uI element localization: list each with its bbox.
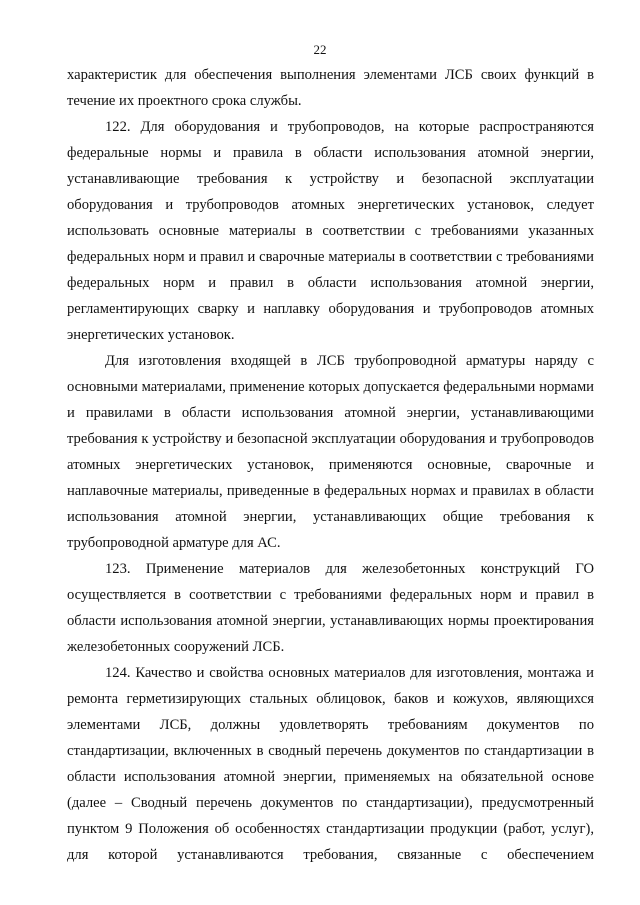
paragraph-continuation: характеристик для обеспечения выполнения элементами ЛСБ своих функций в течение их проектного срока службы. <box>67 67 594 109</box>
paragraph-123: 123. Применение материалов для железобетонных конструкций ГО осуществляется в соответствии с требованиями федеральных норм и правил в области использования атомной энергии, устанавливающих нормы проектирования железобетонных сооружений ЛСБ. <box>67 561 594 655</box>
paragraph-122: 122. Для оборудования и трубопроводов, на которые распространяются федеральные нормы и правила в области использования атомной энергии, устанавливающие требования к устройству и безопасной эксплуатации оборудования и трубопроводов атомных энергетических установок, следует использовать основные материалы в соответствии с требованиями указанных федеральных норм и правил и сварочные материалы в соответствии с требованиями федеральных норм и правил в области использования атомной энергии, регламентирующих сварку и наплавку оборудования и трубопроводов атомных энергетических установок. <box>67 119 594 343</box>
paragraph-valves: Для изготовления входящей в ЛСБ трубопроводной арматуры наряду с основными материалами, применение которых допускается федеральными нормами и правилами в области использования атомной энергии, устанавливающими требования к устройству и безопасной эксплуатации оборудования и трубопроводов атомных энергетических установок, применяются основные, сварочные и наплавочные материалы, приведенные в федеральных нормах и правилах в области использования атомной энергии, устанавливающих общие требования к трубопроводной арматуре для АС. <box>67 353 594 551</box>
page-number: 22 <box>313 42 327 57</box>
document-body <box>67 62 594 868</box>
paragraph-124: 124. Качество и свойства основных материалов для изготовления, монтажа и ремонта герметизирующих стальных облицовок, баков и кожухов, являющихся элементами ЛСБ, должны удовлетворять требованиям документов по стандартизации, включенных в сводный перечень документов по стандартизации в области использования атомной энергии, применяемых на обязательной основе (далее – Сводный перечень документов по стандартизации), предусмотренный пунктом 9 Положения об особенностях стандартизации продукции (работ, услуг), для которой устанавливаются требования, связанные с обеспечением <box>67 665 594 863</box>
